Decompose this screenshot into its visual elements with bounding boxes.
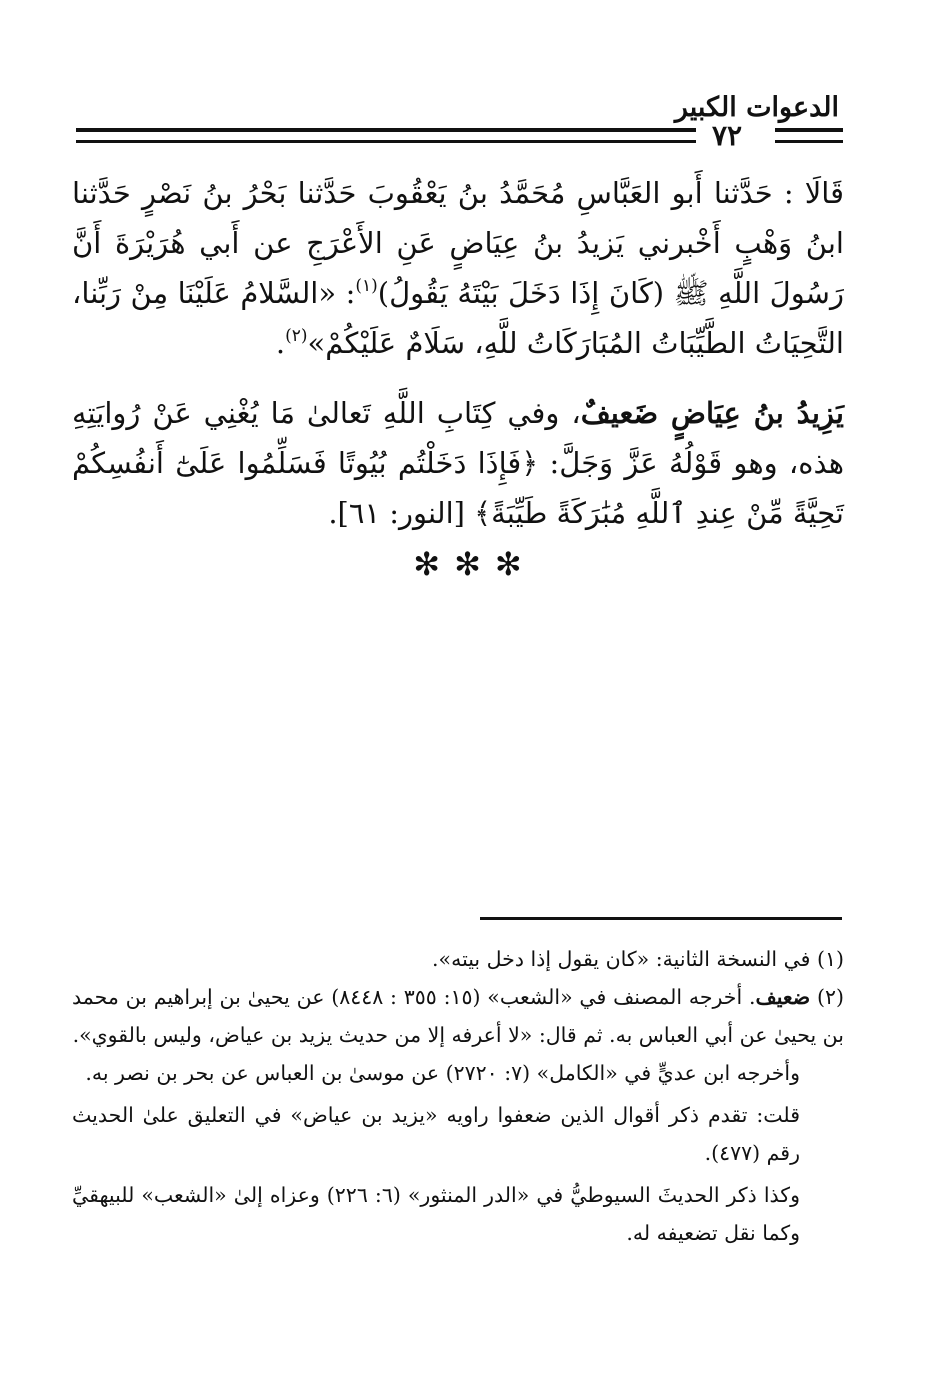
- commentary-text: ، وفي كِتَابِ اللَّهِ تَعالىٰ مَا يُغْنِي عَنْ رُوايَتِهِ هذه، وهو قَوْلُهُ عَزَّ وَجَلَّ: ﴿فَإِذَا دَخَلْتُم بُيُوتًا فَسَلِّمُوا عَلَىٰٓ أَنفُسِكُمْ تَحِيَّةً مِّنْ عِندِ ٱللَّهِ مُبَٰرَكَةً طَيِّبَةً﴾ [النور: ٦١].: [72, 396, 844, 530]
- main-text: [72, 168, 844, 538]
- footnote-ref-1: (١): [355, 276, 378, 296]
- narrator-grading: يَزِيدُ بنُ عِيَاضٍ ضَعيفٌ: [580, 396, 844, 430]
- commentary-paragraph: [72, 388, 844, 538]
- footnote-1: (١) في النسخة الثانية: «كان يقول إذا دخل بيته».: [432, 947, 844, 971]
- header-rule-short-thin: [775, 140, 843, 143]
- footnote-rule: [480, 917, 842, 920]
- header-rule-thin: [76, 140, 696, 143]
- footnotes: [72, 940, 844, 1252]
- hadith-quote: : «السَّلامُ عَلَيْنَا مِنْ رَبِّنا، التَّحِيَاتُ الطَّيِّبَاتُ المُبَارَكَاتُ للَّهِ، سَلَامٌ عَلَيْكُمْ»: [72, 276, 844, 360]
- footnote-ref-2: (٢): [285, 326, 308, 346]
- hadith-chain: قَالَا : حَدَّثنا أَبو العَبَّاسِ مُحَمَّدُ بنُ يَعْقُوبَ حَدَّثنا بَحْرُ بنُ نَصْرٍ حَدَّثنا ابنُ وَهْبٍ أَخْبرني يَزيدُ بنُ عِيَاضٍ عَنِ الأَعْرَجِ عن أَبي هُرَيْرَةَ أَنَّ رَسُولَ اللَّهِ ﷺ (كَانَ إِذَا دَخَلَ بَيْتَهُ يَقُولُ): [72, 176, 844, 310]
- footnote-2-para-4: وكذا ذكر الحديثَ السيوطيُّ في «الدر المنثور» (٦: ٢٢٦) وعزاه إلىٰ «الشعب» للبيهقيِّ وكما نقل تضعيفه له.: [72, 1183, 800, 1245]
- page-number: ٧٢: [712, 119, 743, 152]
- running-title: الدعوات الكبير: [674, 92, 839, 123]
- header-rule-thick: [76, 128, 696, 132]
- footnote-2-para-3: قلت: تقدم ذكر أقوال الذين ضعفوا راويه «يزيد بن عياض» في التعليق علىٰ الحديث رقم (٤٧٧).: [72, 1103, 800, 1165]
- footnote-2-para-2: وأخرجه ابن عديٍّ في «الكامل» (٧: ٢٧٢٠) عن موسىٰ بن العباس عن بحر بن نصر به.: [85, 1061, 800, 1085]
- footnote-2-number: (٢): [810, 985, 844, 1009]
- footnote-2-text: . أخرجه المصنف في «الشعب» (١٥: ٣٥٥ : ٨٤٤٨) عن يحيىٰ بن إبراهيم بن محمد بن يحيىٰ عن أبي العباس به. ثم قال: «لا أعرفه إلا من حديث يزيد بن عياض، وليس بالقوي».: [72, 985, 844, 1047]
- section-separator: ✻✻✻: [413, 545, 536, 583]
- hadith-paragraph: [72, 168, 844, 368]
- footnote-2: [72, 978, 844, 1054]
- footnote-2-grading: ضعيف: [755, 985, 811, 1009]
- hadith-end: .: [275, 326, 286, 360]
- header-rule-short-thick: [775, 128, 843, 132]
